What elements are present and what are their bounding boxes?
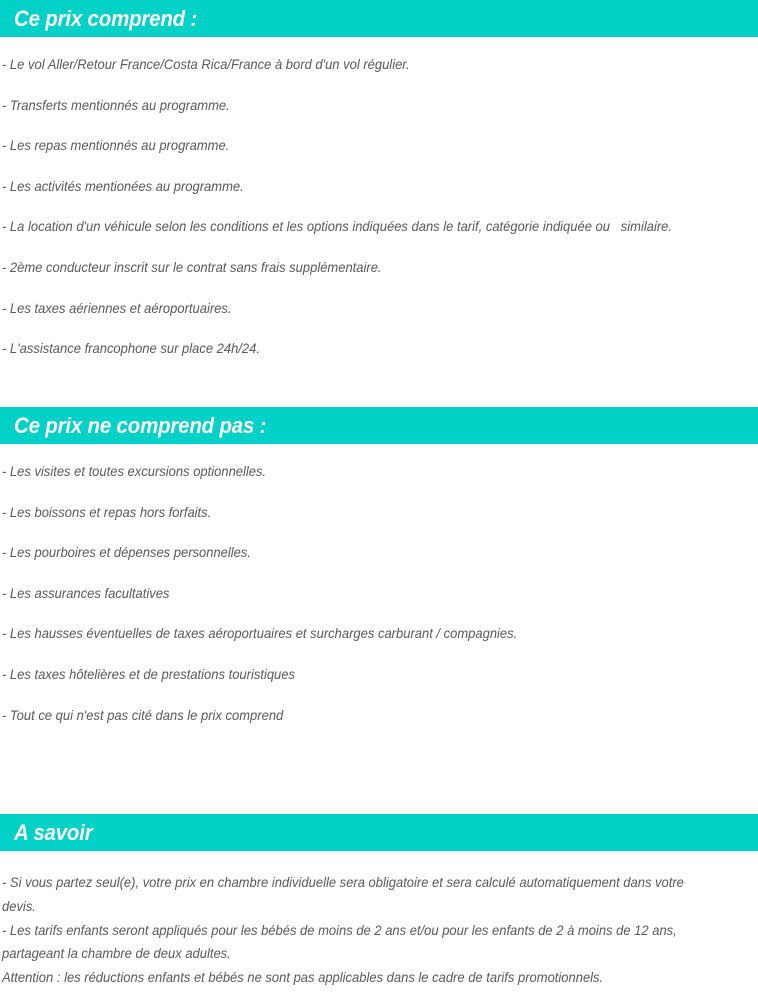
note-paragraph: - Si vous partez seul(e), votre prix en chambre individuelle sera obligatoire et sera calculé automatiquement dans votre devis. bbox=[2, 875, 688, 914]
section-header-good-to-know bbox=[0, 814, 758, 851]
note-paragraph: - Les tarifs enfants seront appliqués pour les bébés de moins de 2 ans et/ou pour les enfants de 2 à moins de 12 ans, partageant la chambre de deux adultes. bbox=[2, 922, 681, 962]
list-item: - Les taxes hôtelières et de prestations touristiques bbox=[2, 666, 295, 682]
list-item: - Le vol Aller/Retour France/Costa Rica/France à bord d'un vol régulier. bbox=[2, 57, 410, 72]
section-header-included bbox=[0, 0, 758, 37]
section-title-good-to-know: A savoir bbox=[14, 819, 93, 845]
list-item: - L'assistance francophone sur place 24h/24. bbox=[2, 341, 260, 357]
list-item: - Les pourboires et dépenses personnelles. bbox=[2, 545, 251, 561]
list-item: - Les taxes aériennes et aéroportuaires. bbox=[2, 300, 232, 316]
list-item: - Transferts mentionnés au programme. bbox=[2, 97, 230, 113]
section-header-not-included bbox=[0, 407, 758, 444]
list-item: - Les hausses éventuelles de taxes aéroportuaires et surcharges carburant / compagnies. bbox=[2, 626, 518, 642]
note-paragraph: Attention : les réductions enfants et bébés ne sont pas applicables dans le cadre de tarifs promotionnels. bbox=[2, 970, 604, 986]
list-item: - Les activités mentionées au programme. bbox=[2, 178, 244, 194]
list-item: - 2ème conducteur inscrit sur le contrat sans frais supplémentaire. bbox=[2, 259, 382, 275]
list-item: - Les repas mentionnés au programme. bbox=[2, 138, 230, 154]
section-body-included bbox=[2, 58, 754, 356]
list-item: - La location d'un véhicule selon les conditions et les options indiquées dans le tarif, catégorie indiquée ou similaire. bbox=[2, 219, 673, 235]
section-body-good-to-know bbox=[2, 871, 754, 990]
list-item: - Tout ce qui n'est pas cité dans le prix comprend bbox=[2, 707, 284, 723]
list-item: - Les visites et toutes excursions optionnelles. bbox=[2, 464, 267, 479]
list-item: - Les boissons et repas hors forfaits. bbox=[2, 504, 212, 520]
section-title-included: Ce prix comprend : bbox=[14, 5, 198, 31]
section-body-not-included bbox=[2, 465, 754, 722]
section-title-not-included: Ce prix ne comprend pas : bbox=[14, 412, 267, 438]
list-item: - Les assurances facultatives bbox=[2, 585, 170, 601]
